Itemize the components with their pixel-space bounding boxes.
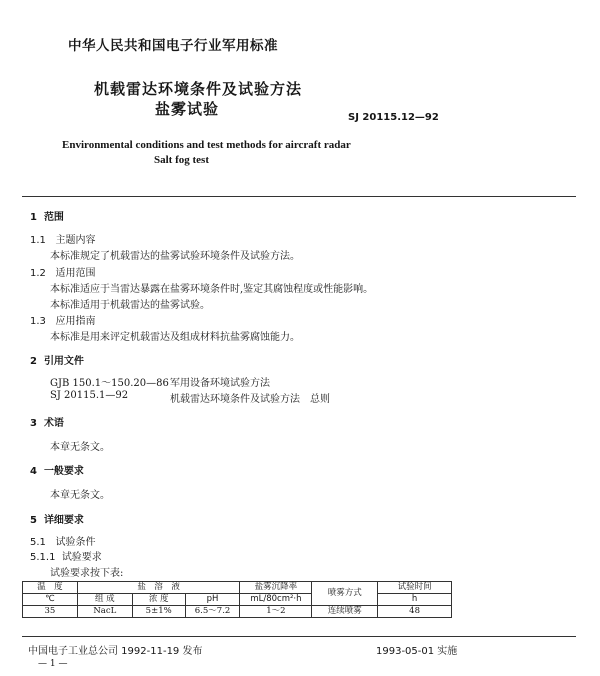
- section-1-1-text: 本标准规定了机载雷达的盐雾试验环境条件及试验方法。: [50, 251, 300, 262]
- table-unit-row: [23, 594, 452, 606]
- section-title: 引用文件: [43, 356, 84, 367]
- table-cell: 1～2: [240, 606, 312, 618]
- section-title: 试验要求: [61, 552, 102, 563]
- section-1-2-heading: [30, 264, 95, 279]
- test-requirements-table: [22, 581, 452, 618]
- table-cell: 5±1%: [132, 606, 185, 618]
- section-1-3-heading: [30, 312, 95, 327]
- table-header-cell: 盐 溶 液: [77, 582, 240, 594]
- table-unit-cell: pH: [185, 594, 240, 606]
- section-number: 2: [30, 356, 37, 367]
- section-number: 4: [30, 466, 37, 477]
- table-header-cell: 试验时间: [378, 582, 452, 594]
- section-5-1-1-heading: [30, 548, 102, 563]
- section-number: 5: [30, 515, 37, 526]
- reference-name: 机载雷达环境条件及试验方法 总则: [170, 394, 330, 405]
- reference-code: GJB 150.1～150.20—86: [50, 378, 169, 389]
- section-title: 主题内容: [55, 235, 96, 246]
- table-unit-cell: h: [378, 594, 452, 606]
- subtitle-cn: 盐雾试验: [155, 100, 220, 118]
- section-title: 范围: [43, 212, 64, 223]
- table-cell: 48: [378, 606, 452, 618]
- effective-date: 1993-05-01 实施: [376, 646, 458, 657]
- table-header-cell: 温 度: [23, 582, 78, 594]
- section-4-text: 本章无条文。: [50, 490, 110, 501]
- section-title: 应用指南: [55, 316, 96, 327]
- table-cell: 35: [23, 606, 78, 618]
- section-title: 试验条件: [55, 537, 96, 548]
- table-cell: NacL: [77, 606, 132, 618]
- subtitle-en: Salt fog test: [154, 154, 209, 166]
- table-header-row: [23, 582, 452, 594]
- section-number: 1: [30, 212, 37, 223]
- section-number: 1.2: [30, 268, 46, 279]
- table-cell: 连续喷雾: [312, 606, 378, 618]
- table-unit-cell: 组 成: [77, 594, 132, 606]
- title-cn: 机载雷达环境条件及试验方法: [94, 80, 303, 98]
- table-unit-cell: mL/80cm²·h: [240, 594, 312, 606]
- section-number: 1.1: [30, 235, 46, 246]
- section-number: 5.1: [30, 537, 46, 548]
- section-number: 5.1.1: [30, 552, 56, 563]
- page-number: — 1 —: [38, 659, 68, 669]
- section-title: 详细要求: [43, 515, 84, 526]
- org-line: 中华人民共和国电子行业军用标准: [68, 38, 278, 54]
- section-3-text: 本章无条文。: [50, 442, 110, 453]
- section-1-2-text-2: 本标准适用于机载雷达的盐雾试验。: [50, 300, 210, 311]
- section-5-heading: [30, 511, 84, 526]
- section-1-heading: [30, 208, 64, 223]
- table-row: [23, 606, 452, 618]
- standard-number: SJ 20115.12—92: [348, 112, 439, 123]
- table-header-cell: 盐雾沉降率: [240, 582, 312, 594]
- section-1-3-text: 本标准是用来评定机载雷达及组成材料抗盐雾腐蚀能力。: [50, 332, 300, 343]
- section-number: 3: [30, 418, 37, 429]
- section-title: 适用范围: [55, 268, 96, 279]
- section-3-heading: [30, 414, 64, 429]
- reference-code: SJ 20115.1—92: [50, 390, 129, 401]
- table-cell: 6.5～7.2: [185, 606, 240, 618]
- footer-rule: [22, 636, 576, 637]
- reference-name: 军用设备环境试验方法: [170, 378, 270, 389]
- header-rule: [22, 196, 576, 197]
- table-unit-cell: 浓 度: [132, 594, 185, 606]
- section-4-heading: [30, 462, 84, 477]
- section-5-1-heading: [30, 533, 95, 548]
- table-unit-cell: ℃: [23, 594, 78, 606]
- section-2-heading: [30, 352, 84, 367]
- section-title: 术语: [43, 418, 64, 429]
- issued-date: 中国电子工业总公司 1992-11-19 发布: [28, 646, 203, 657]
- section-5-1-1-text: 试验要求按下表:: [50, 568, 124, 579]
- section-number: 1.3: [30, 316, 46, 327]
- section-title: 一般要求: [43, 466, 84, 477]
- section-1-1-heading: [30, 231, 95, 246]
- table-header-cell: 喷雾方式: [312, 582, 378, 606]
- title-en: Environmental conditions and test methods for aircraft radar: [62, 139, 351, 151]
- section-1-2-text-1: 本标准适应于当雷达暴露在盐雾环境条件时,鉴定其腐蚀程度或性能影响。: [50, 284, 374, 295]
